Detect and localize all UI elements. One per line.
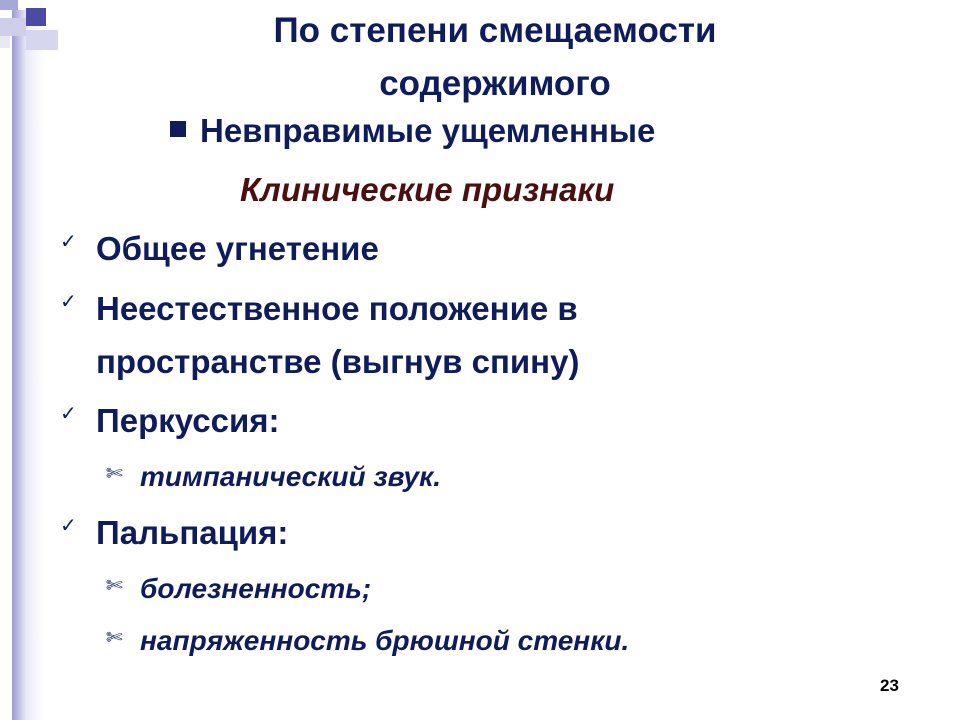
- decorative-square: [0, 18, 26, 36]
- sub-bullet-item: [106, 618, 629, 661]
- slide-title: [150, 4, 840, 110]
- checkmark-icon: ✓: [60, 515, 77, 537]
- subheading-text: Невправимые ущемленные: [200, 112, 656, 149]
- bullet-item: [60, 394, 280, 447]
- scissors-icon: ✄: [106, 575, 123, 597]
- square-bullet-icon: [170, 121, 186, 137]
- checkmark-icon: ✓: [60, 291, 77, 313]
- bullet-item: [60, 282, 579, 388]
- scissors-icon: ✄: [106, 627, 123, 649]
- bullet-item: [60, 506, 288, 559]
- scissors-icon: ✄: [106, 463, 123, 485]
- section-title: Клинические признаки: [240, 171, 615, 208]
- bullet-text: Перкуссия:: [96, 402, 280, 439]
- left-decorative-bar: [12, 0, 44, 720]
- decorative-square: [26, 8, 46, 26]
- decorative-square: [26, 30, 58, 50]
- slide-title-line-2: содержимого: [379, 64, 611, 103]
- bullet-text: Общее угнетение: [96, 230, 379, 267]
- checkmark-icon: ✓: [60, 231, 77, 253]
- sub-bullet-text: напряженность брюшной стенки.: [140, 625, 630, 656]
- checkmark-icon: ✓: [60, 403, 77, 425]
- sub-bullet-text: болезненность;: [140, 573, 372, 604]
- bullet-item: [60, 222, 379, 275]
- sub-bullet-text: тимпанический звук.: [140, 461, 442, 492]
- sub-bullet-item: [106, 454, 441, 497]
- bullet-text-line-2: пространстве (выгнув спину): [96, 343, 580, 380]
- subheading: [170, 111, 655, 151]
- bullet-text-line-1: Неестественное положение в: [96, 290, 578, 327]
- page-number: 23: [880, 676, 899, 695]
- slide-title-line-1: По степени смещаемости: [273, 11, 717, 50]
- sub-bullet-item: [106, 566, 371, 609]
- bullet-text: Пальпация:: [96, 514, 289, 551]
- decorative-square: [0, 0, 18, 10]
- decorative-square: [0, 36, 10, 48]
